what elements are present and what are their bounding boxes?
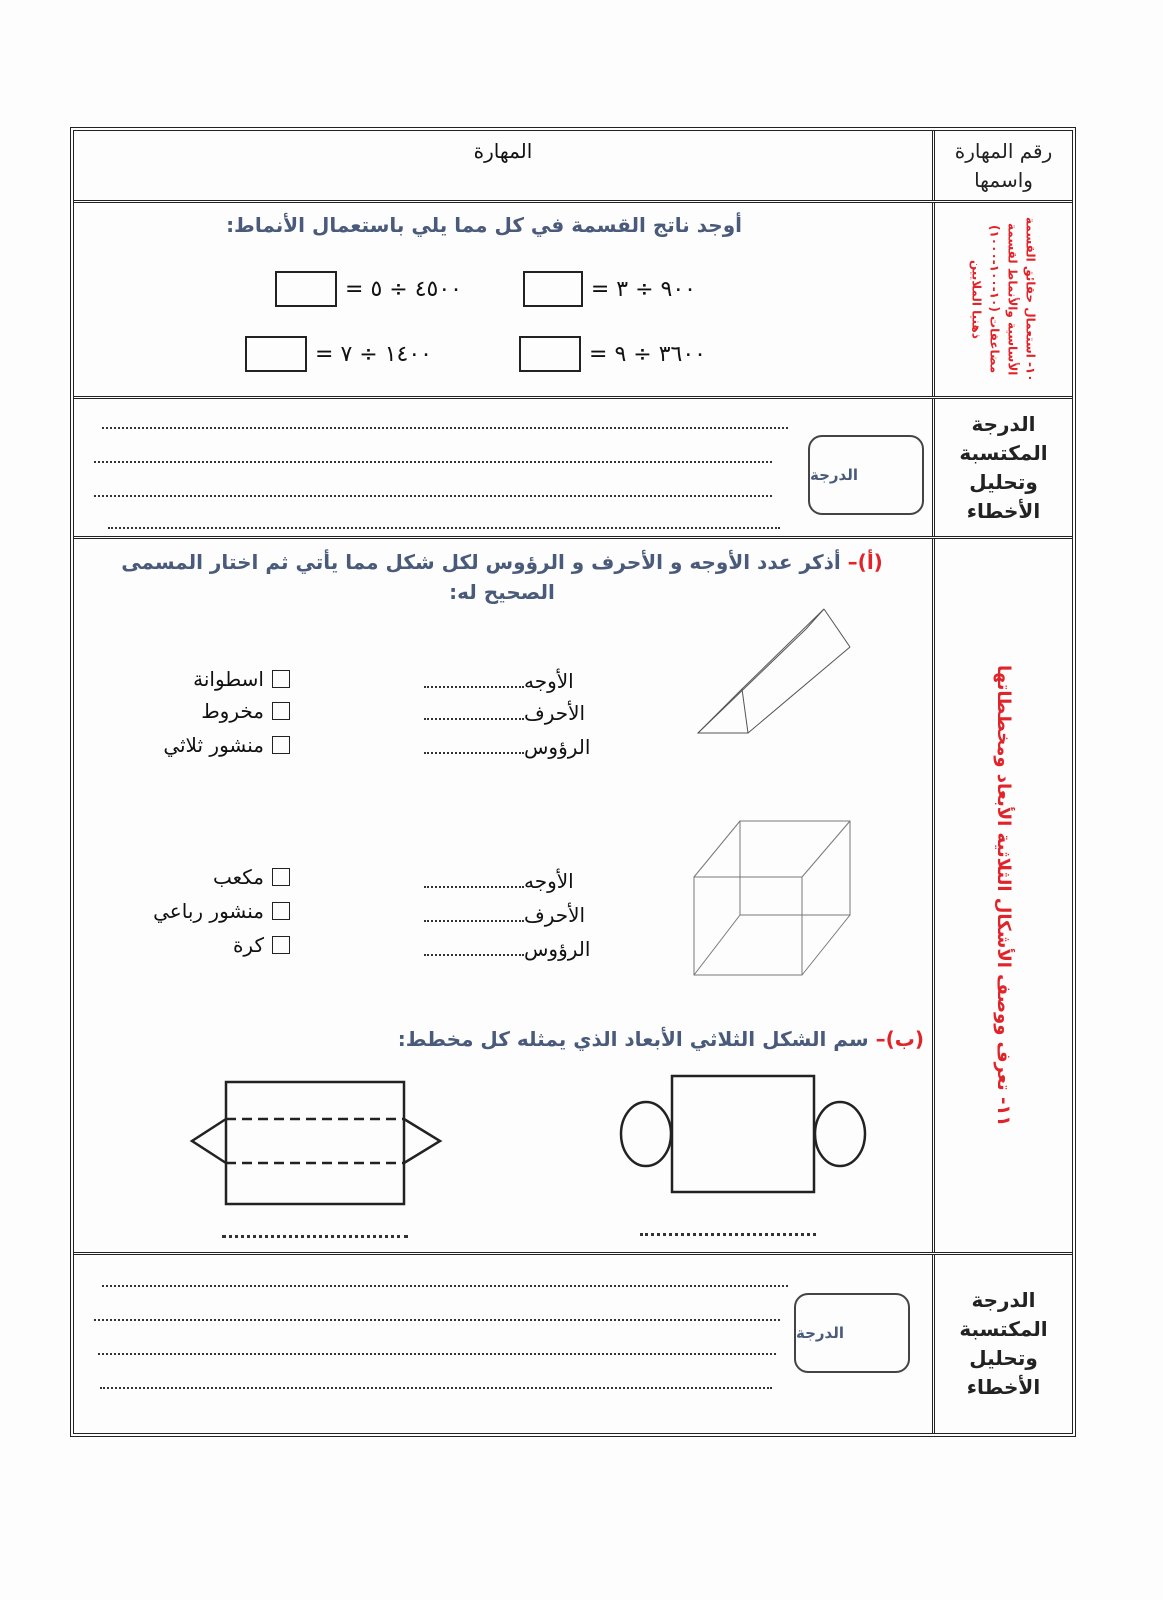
part-a-text: أذكر عدد الأوجه و الأحرف و الرؤوس لكل شكل مما يأتي ثم اختار المسمى الصحيح له: xyxy=(121,550,841,604)
net-inner-folds xyxy=(226,1119,404,1163)
analysis-line[interactable] xyxy=(102,1271,788,1287)
analysis-line[interactable] xyxy=(94,481,772,497)
shape2-vertices-field[interactable] xyxy=(424,937,590,961)
checkbox[interactable] xyxy=(272,702,290,720)
equation-1 xyxy=(523,271,696,307)
checkbox[interactable] xyxy=(272,736,290,754)
dotted-line xyxy=(424,916,524,922)
skill2-row xyxy=(74,539,1072,1255)
worksheet-table xyxy=(70,127,1076,1437)
dotted-line xyxy=(424,682,524,688)
shape2-edges-field[interactable] xyxy=(424,903,585,927)
equation-3-text: ٣٦٠٠ ÷ ٩ = xyxy=(589,341,706,367)
triangular-prism-figure xyxy=(694,603,854,739)
checkbox[interactable] xyxy=(272,670,290,688)
cube-figure xyxy=(692,819,856,977)
part-a-label: (أ)– xyxy=(847,550,883,574)
option-cylinder[interactable] xyxy=(193,667,290,691)
grade-row-label: الدرجة المكتسبة وتحليل الأخطاء xyxy=(959,411,1048,523)
dotted-line xyxy=(424,950,524,956)
grade-box[interactable] xyxy=(794,1293,910,1373)
edges-label: الأحرف xyxy=(524,701,586,725)
cylinder-net xyxy=(618,1073,870,1197)
header-row xyxy=(74,131,1072,203)
equation-2-text: ٤٥٠٠ ÷ ٥ = xyxy=(345,276,462,302)
triangular-prism-edges xyxy=(698,609,850,733)
skill1-instruction: أوجد ناتج القسمة في كل مما يلي باستعمال الأنماط: xyxy=(226,213,742,237)
shape1-vertices-field[interactable] xyxy=(424,735,590,759)
grade-box-label: الدرجة xyxy=(796,1324,844,1342)
net2-answer-line[interactable] xyxy=(640,1225,816,1236)
option-label: مخروط xyxy=(201,699,264,723)
option-sphere[interactable] xyxy=(233,933,290,957)
skill-number-header: رقم المهارة واسمها xyxy=(954,138,1053,192)
part-b-label: (ب)– xyxy=(875,1027,924,1051)
equation-1-text: ٩٠٠ ÷ ٣ = xyxy=(590,276,696,302)
grade-row-1 xyxy=(74,399,1072,539)
option-label: منشور رباعي xyxy=(153,899,264,923)
skill2-title: ١١- تعرف ووصف الأشكال الثلاثية الأبعاد ومخططاتها xyxy=(993,664,1014,1127)
grade-row-2 xyxy=(74,1255,1072,1433)
part-b-text: سم الشكل الثلاثي الأبعاد الذي يمثله كل مخطط: xyxy=(397,1027,869,1051)
skill1-row xyxy=(74,203,1072,399)
vertices-label: الرؤوس xyxy=(524,937,591,961)
answer-box-4[interactable] xyxy=(245,336,307,372)
vertices-label: الرؤوس xyxy=(524,735,591,759)
edges-label: الأحرف xyxy=(524,903,586,927)
option-label: كرة xyxy=(232,933,264,957)
net-outline xyxy=(192,1082,440,1204)
analysis-line[interactable] xyxy=(102,413,788,429)
grade-row-label: الدرجة المكتسبة وتحليل الأخطاء xyxy=(959,1288,1048,1399)
grade-box[interactable] xyxy=(808,435,924,515)
analysis-line[interactable] xyxy=(100,1373,772,1389)
dotted-line xyxy=(424,882,524,888)
option-cube[interactable] xyxy=(213,865,290,889)
option-label: منشور ثلاثي xyxy=(163,733,264,757)
option-cone[interactable] xyxy=(201,699,290,723)
grade-box-label: الدرجة xyxy=(810,466,858,484)
shape2-faces-field[interactable] xyxy=(424,869,574,893)
cube-edges xyxy=(694,821,850,975)
equation-3 xyxy=(519,336,706,372)
checkbox[interactable] xyxy=(272,868,290,886)
cylinder-net-outline xyxy=(621,1076,865,1192)
faces-label: الأوجه xyxy=(524,669,574,693)
equation-4 xyxy=(245,336,432,372)
part-b-question xyxy=(398,1027,924,1051)
option-label: اسطوانة xyxy=(193,667,264,691)
analysis-line[interactable] xyxy=(94,447,772,463)
part-a-question xyxy=(92,547,912,607)
skill1-title: ١٠- استعمال حقائق القسمة الأساسية والأنماط لقسمة مضاعفات (١٠-١٠٠-١٠٠٠) ذهنيا الملايين xyxy=(969,217,1038,382)
option-triangular-prism[interactable] xyxy=(163,733,290,757)
analysis-line[interactable] xyxy=(98,1339,776,1355)
answer-box-2[interactable] xyxy=(275,271,337,307)
checkbox[interactable] xyxy=(272,902,290,920)
skill-column-header: المهارة xyxy=(473,139,533,163)
equation-2 xyxy=(275,271,462,307)
checkbox[interactable] xyxy=(272,936,290,954)
faces-label: الأوجه xyxy=(524,869,574,893)
net-fold-lines xyxy=(226,1119,404,1163)
answer-box-1[interactable] xyxy=(523,271,583,307)
shape1-faces-field[interactable] xyxy=(424,669,574,693)
answer-box-3[interactable] xyxy=(519,336,581,372)
option-label: مكعب xyxy=(212,865,264,889)
dotted-line xyxy=(424,714,524,720)
analysis-line[interactable] xyxy=(94,1305,780,1321)
dotted-line xyxy=(424,748,524,754)
net1-answer-line[interactable] xyxy=(222,1227,408,1238)
shape1-edges-field[interactable] xyxy=(424,701,585,725)
analysis-line[interactable] xyxy=(108,513,780,529)
triangular-prism-net xyxy=(188,1079,446,1209)
equation-4-text: ١٤٠٠ ÷ ٧ = xyxy=(315,341,432,367)
option-rectangular-prism[interactable] xyxy=(153,899,290,923)
